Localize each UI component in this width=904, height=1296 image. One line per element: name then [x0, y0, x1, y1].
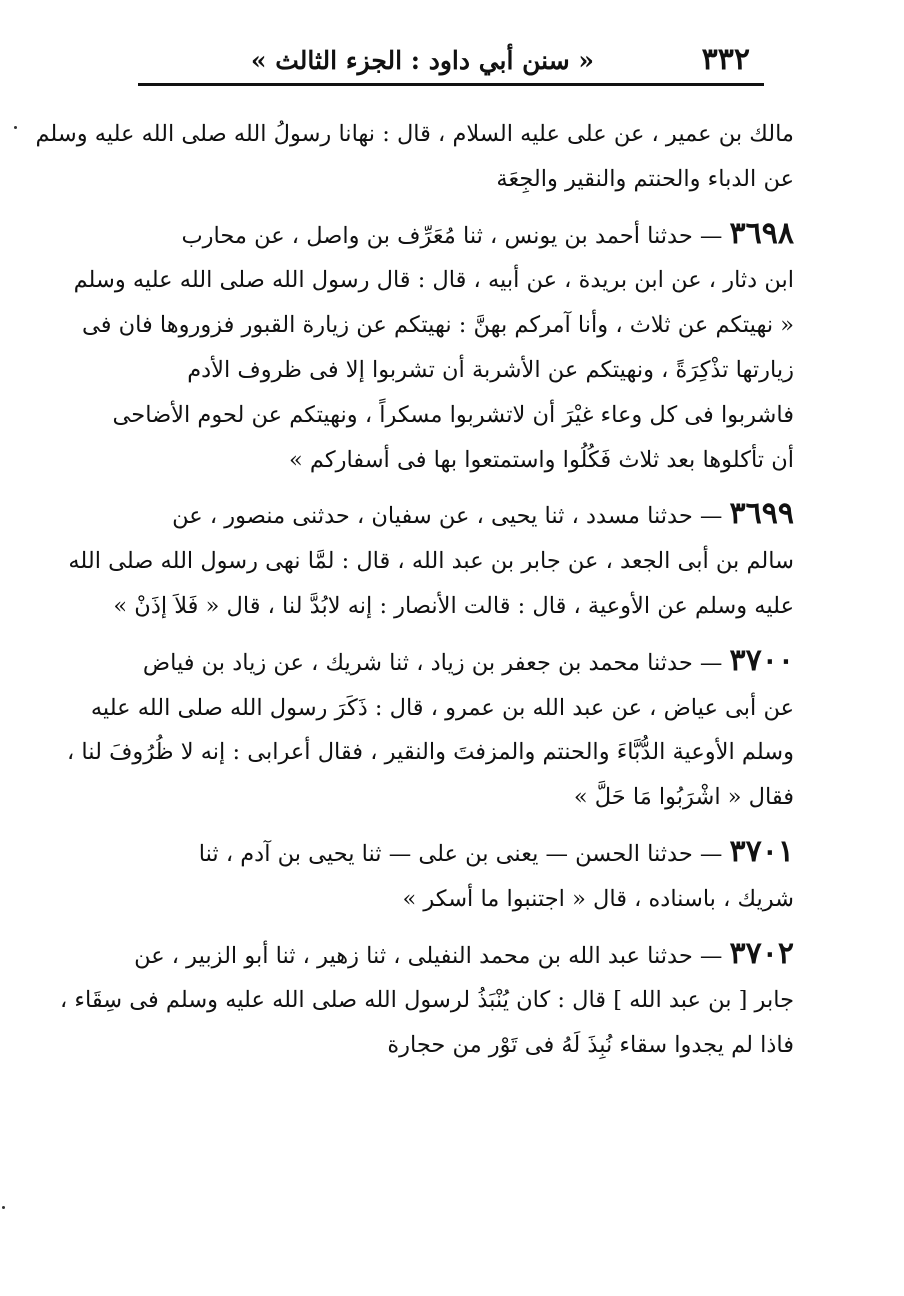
intro-paragraph: [35, 112, 794, 202]
page-body: [35, 112, 794, 1068]
running-title: « سنن أبي داود : الجزء الثالث »: [250, 46, 594, 75]
hadith-number: ٣٧٠٢: [729, 935, 794, 971]
scan-speck: [2, 1206, 5, 1209]
text-line: أن تأكلوها بعد ثلاث فَكُلُوا واستمتعوا بها فى أسفاركم »: [288, 446, 794, 473]
text-line: وسلم الأوعية الدُّبَّاءَ والحنتم والمزفتَ والنقير ، فقال أعرابى : إنه لا ظُرُوفَ لنا ،: [67, 739, 794, 766]
text-line: [122, 492, 794, 539]
text-line: عن الدباء والحنتم والنقير والجِعَة: [496, 165, 794, 192]
hadith-text: — حدثنا محمد بن جعفر بن زياد ، ثنا شريك ، عن زياد بن فياض: [142, 649, 723, 676]
header-rule: [138, 83, 764, 86]
hadith-text: — حدثنا عبد الله بن محمد النفيلى ، ثنا زهير ، ثنا أبو الزبير ، عن: [134, 942, 723, 969]
hadith-text: — حدثنا مسدد ، ثنا يحيى ، عن سفيان ، حدثنى منصور ، عن: [172, 503, 723, 530]
page-header: [138, 36, 764, 86]
page-number: ٣٣٢: [701, 42, 750, 77]
hadith-3701: [122, 830, 794, 922]
text-line: « نهيتكم عن ثلاث ، وأنا آمركم بهنَّ : نهيتكم عن زيارة القبور فزوروها فان فى: [81, 312, 794, 339]
hadith-text: — حدثنا الحسن — يعنى بن على — ثنا يحيى بن آدم ، ثنا: [198, 840, 723, 867]
text-line: [122, 212, 794, 259]
hadith-number: ٣٦٩٩: [729, 496, 794, 532]
text-line: زيارتها تذْكِرَةً ، ونهيتكم عن الأشربة أن تشربوا إلا فى ظروف الأدم: [187, 356, 794, 383]
scan-speck: [14, 126, 17, 129]
text-line: عليه وسلم عن الأوعية ، قال : قالت الأنصار : إنه لابُدَّ لنا ، قال « فَلاَ إذَنْ »: [113, 592, 794, 619]
hadith-3702: [60, 932, 794, 1068]
text-line: شريك ، باسناده ، قال « اجتنبوا ما أسكر »: [402, 885, 794, 912]
hadith-text: — حدثنا أحمد بن يونس ، ثنا مُعَرِّف بن واصل ، عن محارب: [181, 222, 723, 249]
hadith-number: ٣٦٩٨: [729, 215, 794, 251]
hadith-number: ٣٧٠٠: [729, 642, 794, 678]
text-line: [122, 932, 794, 979]
text-line: فقال « اشْرَبُوا مَا حَلَّ »: [573, 784, 794, 811]
text-line: ابن دثار ، عن ابن بريدة ، عن أبيه ، قال : قال رسول الله صلى الله عليه وسلم: [73, 267, 794, 294]
text-line: [122, 830, 794, 877]
text-line: جابر [ بن عبد الله ] قال : كان يُنْبَذُ لرسول الله صلى الله عليه وسلم فى سِقَاء ،: [60, 987, 794, 1014]
hadith-3699: [68, 492, 794, 628]
text-line: سالم بن أبى الجعد ، عن جابر بن عبد الله ، قال : لمَّا نهى رسول الله صلى الله: [68, 548, 794, 575]
text-line: مالك بن عمير ، عن على عليه السلام ، قال : نهانا رسولُ الله صلى الله عليه وسلم: [35, 121, 794, 147]
hadith-3698: [73, 212, 794, 483]
text-line: فاشربوا فى كل وعاء غيْرَ أن لاتشربوا مسكراً ، ونهيتكم عن لحوم الأضاحى: [112, 401, 794, 428]
hadith-number: ٣٧٠١: [729, 833, 794, 869]
text-line: [122, 639, 794, 686]
text-line: عن أبى عياض ، عن عبد الله بن عمرو ، قال : ذَكَرَ رسول الله صلى الله عليه: [90, 694, 794, 721]
text-line: فاذا لم يجدوا سقاء نُبِذَ لَهُ فى تَوْر من حجارة: [387, 1032, 794, 1059]
hadith-3700: [67, 639, 794, 820]
